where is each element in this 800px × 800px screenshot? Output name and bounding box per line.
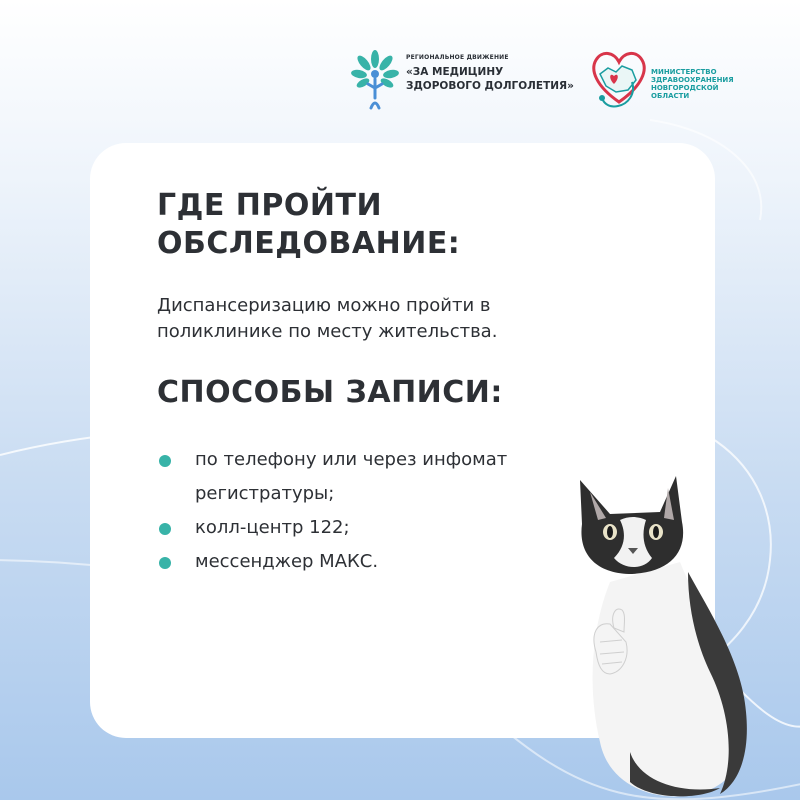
heading-where-line2: ОБСЛЕДОВАНИЕ: [157, 226, 461, 261]
bullet-dot-icon [159, 557, 171, 569]
heading-where [157, 187, 460, 263]
list-item [157, 443, 577, 511]
heart-map-stethoscope-icon [588, 46, 650, 112]
list-item-text: по телефону или через инфомат регистратуры; [195, 449, 508, 504]
ways-list [157, 443, 577, 579]
ministry-logo-line3: НОВГОРОДСКОЙ [651, 84, 719, 92]
heading-where-line1: ГДЕ ПРОЙТИ [157, 188, 383, 223]
list-item [157, 545, 577, 579]
ministry-logo-line4: ОБЛАСТИ [651, 92, 690, 100]
bullet-dot-icon [159, 523, 171, 535]
header-logos [350, 44, 770, 124]
list-item-text: колл-центр 122; [195, 517, 350, 538]
list-item [157, 511, 577, 545]
movement-logo-caption: РЕГИОНАЛЬНОЕ ДВИЖЕНИЕ [406, 54, 509, 61]
lotus-person-icon [350, 48, 400, 112]
movement-logo-line1: «ЗА МЕДИЦИНУ [406, 66, 504, 78]
ministry-logo [588, 44, 778, 124]
heading-ways: СПОСОБЫ ЗАПИСИ: [157, 375, 503, 410]
cat-thumbs-up-icon [570, 462, 755, 800]
ministry-logo-line1: МИНИСТЕРСТВО [651, 68, 717, 76]
movement-logo-line2: ЗДОРОВОГО ДОЛГОЛЕТИЯ» [406, 80, 574, 92]
where-paragraph: Диспансеризацию можно пройти в поликлинике по месту жительства. [157, 295, 498, 342]
bullet-dot-icon [159, 455, 171, 467]
movement-logo [350, 44, 574, 116]
ministry-logo-line2: ЗДРАВООХРАНЕНИЯ [651, 76, 734, 84]
list-item-text: мессенджер МАКС. [195, 551, 379, 572]
